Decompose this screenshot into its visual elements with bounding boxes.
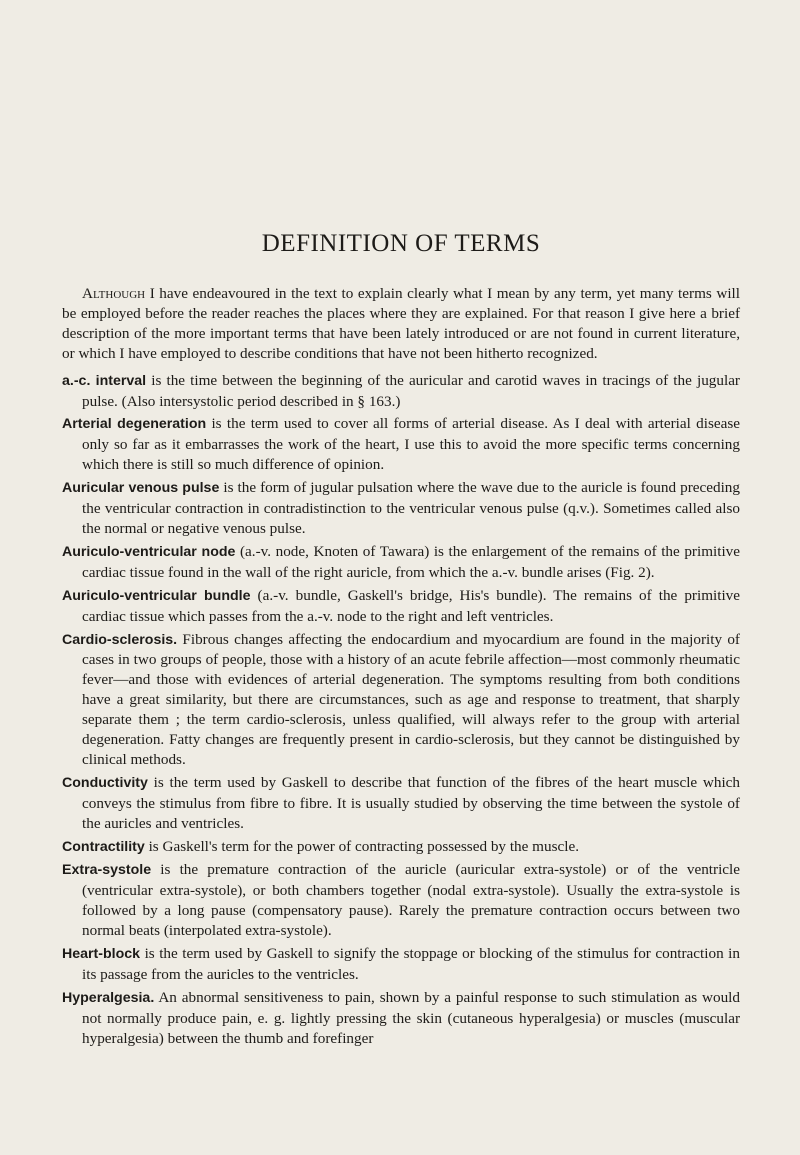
term-heading: Auriculo-ventricular node (62, 543, 236, 560)
definition-entry-arterial-degeneration (62, 414, 740, 475)
term-definition: is the form of jugular pulsation where the wave due to the auricle is found preceding the ventricular contraction in contradistinction to the ventricular venous pulse (q.v.). Sometimes called also the normal or negative venous pulse. (82, 479, 740, 537)
term-definition: is the term used by Gaskell to signify the stoppage or blocking of the stimulus for contraction in its passage from the auricles to the ventricles. (82, 945, 740, 983)
term-heading: Hyperalgesia. (62, 989, 155, 1006)
intro-paragraph (62, 284, 740, 364)
term-definition: is the premature contraction of the auricle (auricular extra-systole) or of the ventricle (ventricular extra-systole), or both chambers together (nodal extra-systole). Usually the extra-systole is followed by a long pause (compensatory pause). Rarely the premature contraction occurs between two normal beats (interpolated extra-systole). (82, 861, 740, 940)
definition-entry-av-bundle (62, 586, 740, 627)
intro-text: I have endeavoured in the text to explain clearly what I mean by any term, yet many terms will be employed before the reader reaches the places where they are explained. For that reason I give here a brief description of the more important terms that have been lately introduced or are not found in current literature, or which I have employed to describe conditions that have not been hitherto recognized. (62, 285, 740, 362)
page-title: DEFINITION OF TERMS (261, 230, 541, 257)
term-heading: Conductivity (62, 774, 148, 791)
term-definition: is the time between the beginning of the auricular and carotid waves in tracings of the jugular pulse. (Also intersystolic period described in § 163.) (82, 371, 740, 410)
definition-entry-ac-interval (62, 371, 740, 412)
term-heading: Auricular venous pulse (62, 480, 220, 497)
definition-entry-cardio-sclerosis (62, 630, 740, 770)
term-definition: Fibrous changes affecting the endocardium and myocardium are found in the majority of cases in two groups of people, those with a history of an acute febrile affection—most commonly rheumatic fever—and those with evidences of arterial degeneration. The symptoms resulting from both conditions have a great similarity, but there are circumstances, such as age and response to treatment, that sharply separate them ; the term cardio-sclerosis, unless qualified, will always refer to the group with arterial degeneration. Fatty changes are frequently present in cardio-sclerosis, but they cannot be distinguished by clinical methods. (82, 630, 740, 768)
term-heading: Auriculo-ventricular bundle (62, 587, 251, 604)
intro-lead: Although (82, 285, 146, 302)
term-heading: Heart-block (62, 946, 141, 963)
definition-entry-auricular-venous-pulse (62, 478, 740, 539)
term-definition: An abnormal sensitiveness to pain, shown by a painful response to such stimulation as would not normally produce pain, e. g. lightly pressing the skin (cutaneous hyperalgesia) or muscles (muscular hyperalgesia) between the thumb and forefinger (82, 988, 740, 1047)
term-heading: a.-c. interval (62, 372, 147, 389)
definition-entry-conductivity (62, 773, 740, 834)
term-definition: is the term used to cover all forms of arterial disease. As I deal with arterial disease only so far as it embarrasses the work of the heart, I use this to avoid the more specific terms concerning which there is still so much difference of opinion. (82, 415, 740, 474)
term-definition: is the term used by Gaskell to describe that function of the fibres of the heart muscle which conveys the stimulus from fibre to fibre. It is usually studied by observing the time between the systole of the auricles and ventricles. (82, 773, 740, 832)
definition-entry-heart-block (62, 944, 740, 985)
term-definition: (a.-v. node, Knoten of Tawara) is the enlargement of the remains of the primitive cardiac tissue found in the wall of the right auricle, from which the a.-v. bundle arises (Fig. 2). (82, 542, 740, 581)
definition-entry-hyperalgesia (62, 988, 740, 1049)
definition-entry-contractility (62, 837, 740, 858)
definition-entry-av-node (62, 542, 740, 583)
term-heading: Extra-systole (62, 862, 152, 879)
term-definition: is Gaskell's term for the power of contracting possessed by the muscle. (144, 837, 579, 855)
definition-entry-extra-systole (62, 860, 740, 941)
term-heading: Contractility (62, 838, 145, 855)
term-definition: (a.-v. bundle, Gaskell's bridge, His's bundle). The remains of the primitive cardiac tissue which passes from the a.-v. node to the right and left ventricles. (82, 586, 741, 625)
term-heading: Arterial degeneration (62, 416, 207, 433)
term-heading: Cardio-sclerosis. (62, 631, 178, 648)
